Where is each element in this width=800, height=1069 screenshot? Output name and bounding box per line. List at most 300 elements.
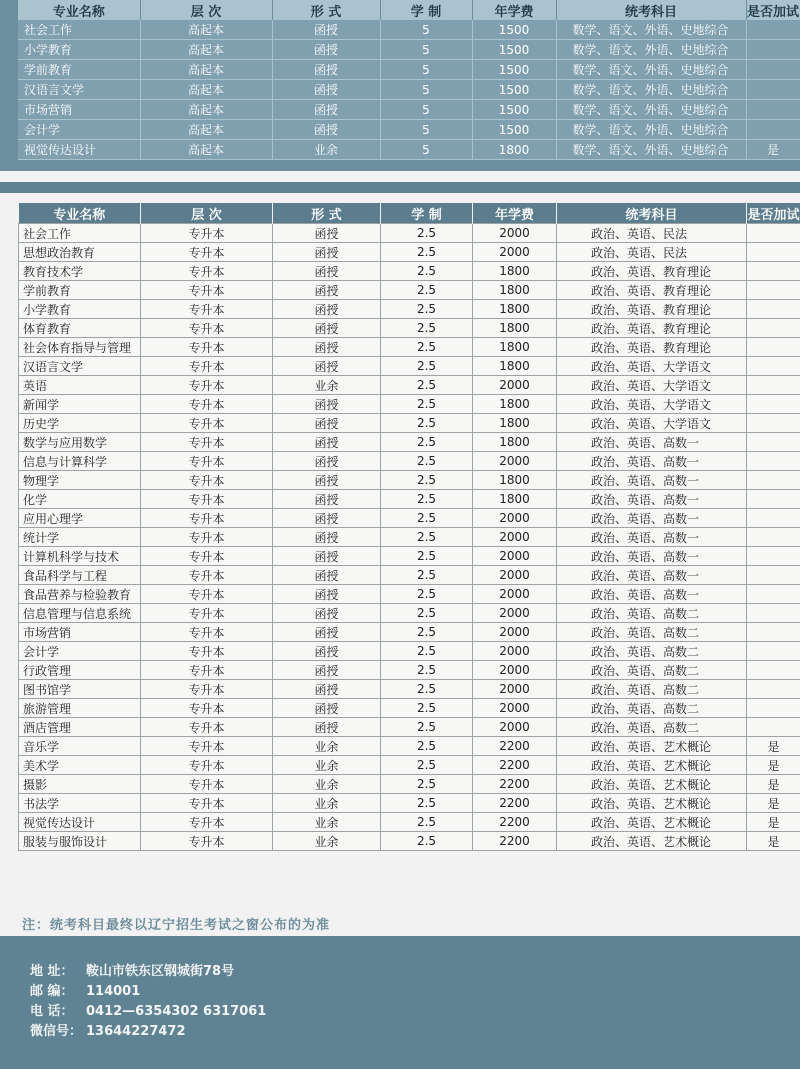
top-cell-level: 高起本 bbox=[140, 100, 272, 120]
main-cell-level: 专升本 bbox=[141, 832, 273, 851]
main-cell-duration: 2.5 bbox=[381, 490, 473, 509]
top-cell-study-form: 函授 bbox=[272, 80, 380, 100]
main-cell-annual-fee: 2200 bbox=[473, 832, 557, 851]
main-cell-major-name: 视觉传达设计 bbox=[19, 813, 141, 832]
main-cell-extra-test bbox=[747, 433, 800, 452]
main-cell-major-name: 旅游管理 bbox=[19, 699, 141, 718]
main-cell-duration: 2.5 bbox=[381, 357, 473, 376]
main-cell-study-form: 函授 bbox=[273, 547, 381, 566]
main-cell-exam-subjects: 政治、英语、艺术概论 bbox=[557, 813, 747, 832]
main-cell-level: 专升本 bbox=[141, 433, 273, 452]
main-cell-duration: 2.5 bbox=[381, 300, 473, 319]
main-cell-major-name: 汉语言文学 bbox=[19, 357, 141, 376]
top-table-row bbox=[18, 120, 800, 140]
main-cell-exam-subjects: 政治、英语、高数一 bbox=[557, 509, 747, 528]
main-cell-annual-fee: 1800 bbox=[473, 338, 557, 357]
wechat-line bbox=[30, 1020, 186, 1039]
top-header-study-form: 形 式 bbox=[272, 0, 380, 20]
main-table-row bbox=[19, 471, 800, 490]
main-cell-extra-test bbox=[747, 490, 800, 509]
main-cell-duration: 2.5 bbox=[381, 718, 473, 737]
top-cell-exam-subjects: 数学、语文、外语、史地综合 bbox=[556, 40, 746, 60]
main-cell-study-form: 函授 bbox=[273, 718, 381, 737]
address-label: 地 址： bbox=[30, 964, 74, 979]
main-table-row bbox=[19, 813, 800, 832]
main-cell-study-form: 函授 bbox=[273, 414, 381, 433]
main-cell-annual-fee: 1800 bbox=[473, 414, 557, 433]
main-cell-major-name: 书法学 bbox=[19, 794, 141, 813]
main-table-row bbox=[19, 832, 800, 851]
main-cell-exam-subjects: 政治、英语、教育理论 bbox=[557, 300, 747, 319]
main-cell-duration: 2.5 bbox=[381, 471, 473, 490]
main-cell-major-name: 学前教育 bbox=[19, 281, 141, 300]
top-header-duration: 学 制 bbox=[380, 0, 472, 20]
main-cell-duration: 2.5 bbox=[381, 547, 473, 566]
main-cell-annual-fee: 1800 bbox=[473, 490, 557, 509]
main-header-extra-test: 是否加试 bbox=[747, 203, 800, 224]
main-cell-major-name: 新闻学 bbox=[19, 395, 141, 414]
top-cell-duration: 5 bbox=[380, 40, 472, 60]
main-cell-duration: 2.5 bbox=[381, 604, 473, 623]
main-cell-study-form: 函授 bbox=[273, 509, 381, 528]
top-cell-extra-test bbox=[746, 40, 800, 60]
top-cell-annual-fee: 1800 bbox=[472, 140, 556, 160]
main-cell-major-name: 教育技术学 bbox=[19, 262, 141, 281]
main-admissions-table bbox=[18, 203, 800, 851]
top-cell-annual-fee: 1500 bbox=[472, 40, 556, 60]
top-table-row bbox=[18, 140, 800, 160]
main-cell-extra-test bbox=[747, 319, 800, 338]
top-cell-annual-fee: 1500 bbox=[472, 20, 556, 40]
main-cell-extra-test bbox=[747, 414, 800, 433]
main-cell-level: 专升本 bbox=[141, 756, 273, 775]
main-cell-annual-fee: 2000 bbox=[473, 699, 557, 718]
main-cell-study-form: 函授 bbox=[273, 224, 381, 243]
main-cell-annual-fee: 2000 bbox=[473, 243, 557, 262]
main-cell-study-form: 函授 bbox=[273, 357, 381, 376]
main-cell-level: 专升本 bbox=[141, 490, 273, 509]
main-cell-annual-fee: 2000 bbox=[473, 623, 557, 642]
main-cell-level: 专升本 bbox=[141, 699, 273, 718]
top-cell-study-form: 函授 bbox=[272, 40, 380, 60]
main-cell-level: 专升本 bbox=[141, 528, 273, 547]
main-cell-exam-subjects: 政治、英语、艺术概论 bbox=[557, 756, 747, 775]
main-table-row bbox=[19, 452, 800, 471]
main-table-row bbox=[19, 737, 800, 756]
main-cell-annual-fee: 2200 bbox=[473, 794, 557, 813]
main-header-level: 层 次 bbox=[141, 203, 273, 224]
main-cell-major-name: 酒店管理 bbox=[19, 718, 141, 737]
main-cell-major-name: 信息与计算科学 bbox=[19, 452, 141, 471]
top-cell-major-name: 学前教育 bbox=[18, 60, 140, 80]
main-table-row bbox=[19, 623, 800, 642]
main-cell-level: 专升本 bbox=[141, 452, 273, 471]
main-cell-study-form: 函授 bbox=[273, 433, 381, 452]
top-cell-duration: 5 bbox=[380, 20, 472, 40]
main-cell-extra-test bbox=[747, 509, 800, 528]
main-cell-extra-test bbox=[747, 699, 800, 718]
main-cell-major-name: 市场营销 bbox=[19, 623, 141, 642]
main-cell-extra-test: 是 bbox=[747, 775, 800, 794]
main-table-row bbox=[19, 604, 800, 623]
top-cell-duration: 5 bbox=[380, 80, 472, 100]
main-cell-exam-subjects: 政治、英语、教育理论 bbox=[557, 281, 747, 300]
main-cell-annual-fee: 1800 bbox=[473, 281, 557, 300]
top-header-major-name: 专业名称 bbox=[18, 0, 140, 20]
top-cell-level: 高起本 bbox=[140, 20, 272, 40]
top-header-extra-test: 是否加试 bbox=[746, 0, 800, 20]
main-cell-exam-subjects: 政治、英语、高数一 bbox=[557, 452, 747, 471]
main-cell-major-name: 会计学 bbox=[19, 642, 141, 661]
top-cell-major-name: 市场营销 bbox=[18, 100, 140, 120]
main-cell-annual-fee: 2000 bbox=[473, 604, 557, 623]
main-cell-exam-subjects: 政治、英语、教育理论 bbox=[557, 262, 747, 281]
wechat-value: 13644227472 bbox=[86, 1024, 186, 1039]
main-cell-extra-test: 是 bbox=[747, 832, 800, 851]
main-cell-annual-fee: 2000 bbox=[473, 224, 557, 243]
top-cell-extra-test bbox=[746, 120, 800, 140]
main-cell-annual-fee: 1800 bbox=[473, 433, 557, 452]
main-header-exam-subjects: 统考科目 bbox=[557, 203, 747, 224]
contact-footer bbox=[0, 936, 800, 1069]
main-cell-level: 专升本 bbox=[141, 718, 273, 737]
main-cell-major-name: 小学教育 bbox=[19, 300, 141, 319]
top-cell-major-name: 视觉传达设计 bbox=[18, 140, 140, 160]
main-cell-major-name: 体育教育 bbox=[19, 319, 141, 338]
top-cell-exam-subjects: 数学、语文、外语、史地综合 bbox=[556, 80, 746, 100]
main-table-row bbox=[19, 395, 800, 414]
main-cell-level: 专升本 bbox=[141, 623, 273, 642]
main-cell-study-form: 函授 bbox=[273, 300, 381, 319]
main-cell-duration: 2.5 bbox=[381, 319, 473, 338]
main-table-row bbox=[19, 756, 800, 775]
main-table-row bbox=[19, 718, 800, 737]
main-cell-exam-subjects: 政治、英语、高数二 bbox=[557, 661, 747, 680]
main-cell-level: 专升本 bbox=[141, 680, 273, 699]
main-table-row bbox=[19, 680, 800, 699]
main-cell-annual-fee: 2200 bbox=[473, 813, 557, 832]
main-cell-extra-test bbox=[747, 642, 800, 661]
main-cell-exam-subjects: 政治、英语、教育理论 bbox=[557, 338, 747, 357]
main-cell-study-form: 业余 bbox=[273, 813, 381, 832]
main-cell-study-form: 函授 bbox=[273, 471, 381, 490]
main-header-annual-fee: 年学费 bbox=[473, 203, 557, 224]
top-cell-extra-test bbox=[746, 20, 800, 40]
main-cell-study-form: 业余 bbox=[273, 794, 381, 813]
main-table-row bbox=[19, 585, 800, 604]
main-cell-exam-subjects: 政治、英语、高数一 bbox=[557, 547, 747, 566]
main-cell-annual-fee: 2000 bbox=[473, 585, 557, 604]
top-table-row bbox=[18, 40, 800, 60]
main-cell-extra-test bbox=[747, 661, 800, 680]
top-cell-major-name: 小学教育 bbox=[18, 40, 140, 60]
main-cell-level: 专升本 bbox=[141, 813, 273, 832]
main-cell-study-form: 函授 bbox=[273, 262, 381, 281]
main-cell-major-name: 历史学 bbox=[19, 414, 141, 433]
main-cell-duration: 2.5 bbox=[381, 509, 473, 528]
top-header-level: 层 次 bbox=[140, 0, 272, 20]
main-cell-study-form: 函授 bbox=[273, 642, 381, 661]
main-cell-extra-test bbox=[747, 604, 800, 623]
main-cell-major-name: 计算机科学与技术 bbox=[19, 547, 141, 566]
main-cell-major-name: 思想政治教育 bbox=[19, 243, 141, 262]
top-cell-duration: 5 bbox=[380, 60, 472, 80]
main-cell-level: 专升本 bbox=[141, 737, 273, 756]
main-cell-exam-subjects: 政治、英语、教育理论 bbox=[557, 319, 747, 338]
main-cell-major-name: 数学与应用数学 bbox=[19, 433, 141, 452]
main-cell-major-name: 摄影 bbox=[19, 775, 141, 794]
main-cell-level: 专升本 bbox=[141, 414, 273, 433]
main-cell-extra-test bbox=[747, 718, 800, 737]
main-cell-level: 专升本 bbox=[141, 300, 273, 319]
main-table-row bbox=[19, 319, 800, 338]
main-cell-exam-subjects: 政治、英语、大学语文 bbox=[557, 414, 747, 433]
main-cell-extra-test bbox=[747, 585, 800, 604]
main-cell-level: 专升本 bbox=[141, 509, 273, 528]
top-cell-duration: 5 bbox=[380, 140, 472, 160]
main-cell-level: 专升本 bbox=[141, 642, 273, 661]
main-cell-annual-fee: 2000 bbox=[473, 718, 557, 737]
main-cell-duration: 2.5 bbox=[381, 433, 473, 452]
main-cell-exam-subjects: 政治、英语、大学语文 bbox=[557, 395, 747, 414]
main-cell-level: 专升本 bbox=[141, 243, 273, 262]
top-admissions-table bbox=[18, 0, 800, 160]
main-cell-duration: 2.5 bbox=[381, 813, 473, 832]
main-cell-level: 专升本 bbox=[141, 547, 273, 566]
main-cell-level: 专升本 bbox=[141, 281, 273, 300]
top-cell-annual-fee: 1500 bbox=[472, 120, 556, 140]
main-cell-study-form: 函授 bbox=[273, 680, 381, 699]
main-cell-annual-fee: 2000 bbox=[473, 509, 557, 528]
top-table-row bbox=[18, 100, 800, 120]
main-cell-annual-fee: 2200 bbox=[473, 756, 557, 775]
main-cell-annual-fee: 2200 bbox=[473, 737, 557, 756]
main-cell-study-form: 函授 bbox=[273, 585, 381, 604]
main-cell-major-name: 应用心理学 bbox=[19, 509, 141, 528]
main-cell-duration: 2.5 bbox=[381, 281, 473, 300]
top-table-row bbox=[18, 60, 800, 80]
main-table-row bbox=[19, 414, 800, 433]
main-cell-level: 专升本 bbox=[141, 471, 273, 490]
main-cell-annual-fee: 1800 bbox=[473, 300, 557, 319]
main-cell-extra-test bbox=[747, 357, 800, 376]
main-cell-exam-subjects: 政治、英语、艺术概论 bbox=[557, 794, 747, 813]
main-cell-annual-fee: 2000 bbox=[473, 452, 557, 471]
main-cell-extra-test bbox=[747, 566, 800, 585]
main-cell-study-form: 函授 bbox=[273, 319, 381, 338]
address-value: 鞍山市铁东区钢城街78号 bbox=[86, 964, 235, 979]
main-cell-level: 专升本 bbox=[141, 262, 273, 281]
main-cell-major-name: 社会工作 bbox=[19, 224, 141, 243]
top-cell-major-name: 会计学 bbox=[18, 120, 140, 140]
main-cell-duration: 2.5 bbox=[381, 832, 473, 851]
main-cell-duration: 2.5 bbox=[381, 224, 473, 243]
main-cell-major-name: 英语 bbox=[19, 376, 141, 395]
main-cell-duration: 2.5 bbox=[381, 680, 473, 699]
main-cell-study-form: 函授 bbox=[273, 395, 381, 414]
exam-note: 注：统考科目最终以辽宁招生考试之窗公布的为准 bbox=[22, 918, 331, 933]
top-table-header-row bbox=[18, 0, 800, 20]
postcode-value: 114001 bbox=[86, 984, 141, 999]
main-cell-duration: 2.5 bbox=[381, 452, 473, 471]
main-cell-study-form: 函授 bbox=[273, 566, 381, 585]
main-cell-level: 专升本 bbox=[141, 566, 273, 585]
top-cell-exam-subjects: 数学、语文、外语、史地综合 bbox=[556, 20, 746, 40]
main-cell-annual-fee: 2000 bbox=[473, 680, 557, 699]
main-cell-study-form: 函授 bbox=[273, 699, 381, 718]
main-cell-exam-subjects: 政治、英语、高数二 bbox=[557, 642, 747, 661]
main-cell-extra-test bbox=[747, 623, 800, 642]
main-header-major-name: 专业名称 bbox=[19, 203, 141, 224]
main-cell-exam-subjects: 政治、英语、高数二 bbox=[557, 699, 747, 718]
main-cell-study-form: 函授 bbox=[273, 661, 381, 680]
main-cell-exam-subjects: 政治、英语、高数一 bbox=[557, 490, 747, 509]
main-cell-extra-test bbox=[747, 262, 800, 281]
main-table-row bbox=[19, 547, 800, 566]
main-cell-annual-fee: 2000 bbox=[473, 566, 557, 585]
main-cell-major-name: 统计学 bbox=[19, 528, 141, 547]
main-cell-study-form: 函授 bbox=[273, 528, 381, 547]
main-cell-level: 专升本 bbox=[141, 224, 273, 243]
main-cell-extra-test bbox=[747, 281, 800, 300]
main-cell-major-name: 行政管理 bbox=[19, 661, 141, 680]
main-table-row bbox=[19, 433, 800, 452]
main-cell-extra-test: 是 bbox=[747, 756, 800, 775]
main-cell-major-name: 食品营养与检验教育 bbox=[19, 585, 141, 604]
main-cell-study-form: 函授 bbox=[273, 243, 381, 262]
top-table-body bbox=[18, 20, 800, 160]
top-table-row bbox=[18, 20, 800, 40]
main-cell-annual-fee: 2000 bbox=[473, 547, 557, 566]
main-cell-major-name: 图书馆学 bbox=[19, 680, 141, 699]
main-table-row bbox=[19, 224, 800, 243]
main-cell-exam-subjects: 政治、英语、高数一 bbox=[557, 566, 747, 585]
main-table-row bbox=[19, 281, 800, 300]
main-cell-exam-subjects: 政治、英语、民法 bbox=[557, 243, 747, 262]
main-cell-duration: 2.5 bbox=[381, 376, 473, 395]
main-cell-exam-subjects: 政治、英语、高数二 bbox=[557, 604, 747, 623]
main-cell-level: 专升本 bbox=[141, 604, 273, 623]
top-cell-study-form: 函授 bbox=[272, 60, 380, 80]
main-cell-extra-test bbox=[747, 528, 800, 547]
main-cell-duration: 2.5 bbox=[381, 623, 473, 642]
main-cell-major-name: 食品科学与工程 bbox=[19, 566, 141, 585]
main-table-row bbox=[19, 775, 800, 794]
phone-line bbox=[30, 1000, 266, 1019]
main-cell-annual-fee: 2200 bbox=[473, 775, 557, 794]
postcode-label: 邮 编： bbox=[30, 984, 74, 999]
main-cell-duration: 2.5 bbox=[381, 642, 473, 661]
main-table-row bbox=[19, 528, 800, 547]
main-cell-annual-fee: 1800 bbox=[473, 357, 557, 376]
main-cell-study-form: 函授 bbox=[273, 338, 381, 357]
main-table-row bbox=[19, 490, 800, 509]
phone-label: 电 话： bbox=[30, 1004, 74, 1019]
main-cell-duration: 2.5 bbox=[381, 243, 473, 262]
main-cell-study-form: 函授 bbox=[273, 490, 381, 509]
main-cell-extra-test bbox=[747, 547, 800, 566]
main-cell-annual-fee: 1800 bbox=[473, 319, 557, 338]
main-cell-major-name: 服装与服饰设计 bbox=[19, 832, 141, 851]
top-table-row bbox=[18, 80, 800, 100]
main-cell-annual-fee: 2000 bbox=[473, 528, 557, 547]
top-cell-annual-fee: 1500 bbox=[472, 60, 556, 80]
top-cell-extra-test: 是 bbox=[746, 140, 800, 160]
main-cell-duration: 2.5 bbox=[381, 775, 473, 794]
main-header-study-form: 形 式 bbox=[273, 203, 381, 224]
main-cell-extra-test: 是 bbox=[747, 813, 800, 832]
main-header-duration: 学 制 bbox=[381, 203, 473, 224]
main-cell-exam-subjects: 政治、英语、高数一 bbox=[557, 585, 747, 604]
top-cell-level: 高起本 bbox=[140, 140, 272, 160]
main-cell-exam-subjects: 政治、英语、高数二 bbox=[557, 718, 747, 737]
main-cell-level: 专升本 bbox=[141, 585, 273, 604]
main-cell-exam-subjects: 政治、英语、大学语文 bbox=[557, 376, 747, 395]
top-cell-study-form: 函授 bbox=[272, 120, 380, 140]
main-cell-study-form: 业余 bbox=[273, 756, 381, 775]
main-cell-extra-test bbox=[747, 471, 800, 490]
top-cell-annual-fee: 1500 bbox=[472, 100, 556, 120]
main-table-row bbox=[19, 300, 800, 319]
main-cell-exam-subjects: 政治、英语、艺术概论 bbox=[557, 775, 747, 794]
main-cell-extra-test bbox=[747, 376, 800, 395]
main-table-row bbox=[19, 566, 800, 585]
main-table-row bbox=[19, 509, 800, 528]
main-cell-extra-test bbox=[747, 452, 800, 471]
top-cell-duration: 5 bbox=[380, 100, 472, 120]
top-cell-exam-subjects: 数学、语文、外语、史地综合 bbox=[556, 60, 746, 80]
main-cell-duration: 2.5 bbox=[381, 414, 473, 433]
main-table-header-row bbox=[19, 203, 800, 224]
main-cell-duration: 2.5 bbox=[381, 395, 473, 414]
section-divider bbox=[0, 182, 800, 193]
main-cell-exam-subjects: 政治、英语、高数二 bbox=[557, 623, 747, 642]
main-cell-duration: 2.5 bbox=[381, 737, 473, 756]
main-cell-level: 专升本 bbox=[141, 794, 273, 813]
main-cell-exam-subjects: 政治、英语、艺术概论 bbox=[557, 832, 747, 851]
main-cell-exam-subjects: 政治、英语、高数一 bbox=[557, 433, 747, 452]
main-cell-study-form: 业余 bbox=[273, 737, 381, 756]
main-cell-extra-test: 是 bbox=[747, 794, 800, 813]
main-table-row bbox=[19, 376, 800, 395]
top-cell-extra-test bbox=[746, 100, 800, 120]
main-cell-level: 专升本 bbox=[141, 395, 273, 414]
main-cell-duration: 2.5 bbox=[381, 566, 473, 585]
main-cell-exam-subjects: 政治、英语、高数一 bbox=[557, 528, 747, 547]
main-cell-annual-fee: 1800 bbox=[473, 395, 557, 414]
top-header-exam-subjects: 统考科目 bbox=[556, 0, 746, 20]
main-cell-major-name: 社会体育指导与管理 bbox=[19, 338, 141, 357]
main-table-row bbox=[19, 699, 800, 718]
main-cell-exam-subjects: 政治、英语、高数二 bbox=[557, 680, 747, 699]
main-cell-study-form: 业余 bbox=[273, 775, 381, 794]
address-line bbox=[30, 960, 234, 979]
top-cell-study-form: 函授 bbox=[272, 20, 380, 40]
main-cell-major-name: 音乐学 bbox=[19, 737, 141, 756]
main-cell-extra-test: 是 bbox=[747, 737, 800, 756]
main-cell-extra-test bbox=[747, 300, 800, 319]
main-cell-duration: 2.5 bbox=[381, 338, 473, 357]
main-cell-major-name: 信息管理与信息系统 bbox=[19, 604, 141, 623]
main-cell-study-form: 业余 bbox=[273, 376, 381, 395]
main-cell-level: 专升本 bbox=[141, 319, 273, 338]
top-cell-extra-test bbox=[746, 80, 800, 100]
top-header-annual-fee: 年学费 bbox=[472, 0, 556, 20]
top-cell-level: 高起本 bbox=[140, 40, 272, 60]
main-cell-major-name: 化学 bbox=[19, 490, 141, 509]
main-table-row bbox=[19, 243, 800, 262]
main-cell-level: 专升本 bbox=[141, 357, 273, 376]
